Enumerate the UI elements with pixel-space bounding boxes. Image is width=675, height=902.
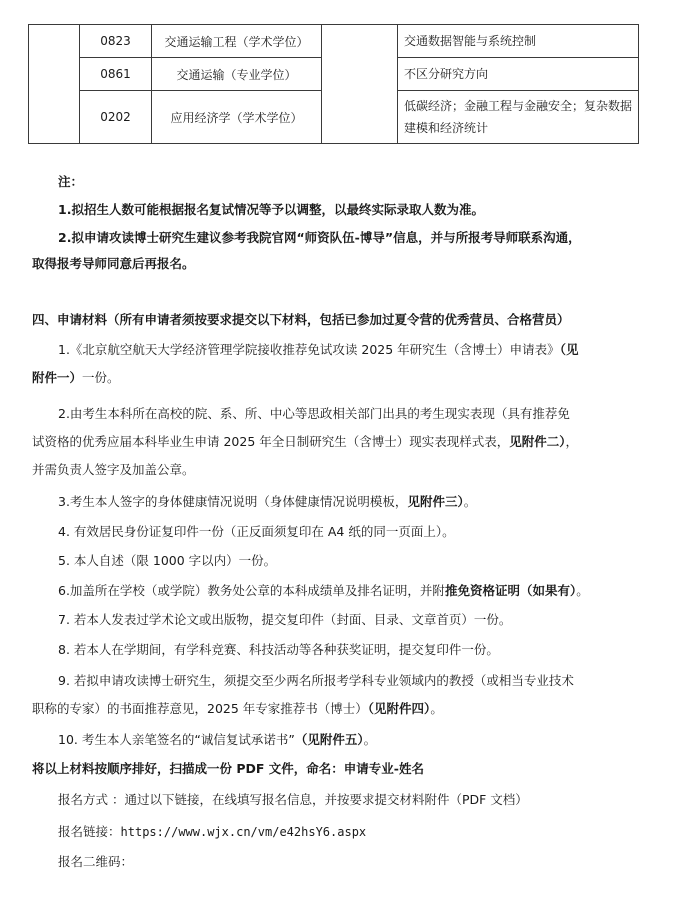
- research-direction: 低碳经济；金融工程与金融安全；复杂数据建模和经济统计: [398, 91, 639, 144]
- registration-link-label: 报名链接：: [58, 824, 121, 839]
- table-cell-empty: [322, 25, 398, 144]
- program-code: 0202: [80, 91, 152, 144]
- item-3-text: 3.考生本人签字的身体健康情况说明（身体健康情况说明模板，: [58, 494, 408, 509]
- program-name: 应用经济学（学术学位）: [152, 91, 322, 144]
- item-6-text: 6.加盖所在学校（或学院）教务处公章的本科成绩单及排名证明，并附: [58, 583, 445, 598]
- registration-link-row: [58, 822, 366, 840]
- program-name: 交通运输工程（学术学位）: [152, 25, 322, 58]
- item-9-punct: 。: [430, 701, 443, 716]
- item-6-punct: 。: [576, 583, 589, 598]
- item-9-line-1: 9. 若拟申请攻读博士研究生，须提交至少两名所报考学科专业领域内的教授（或相当专业技术: [58, 673, 574, 688]
- item-10: [58, 730, 376, 748]
- item-10-text: 10. 考生本人亲笔签名的“诚信复试承诺书”: [58, 732, 295, 747]
- note-2-line-2: 取得报考导师同意后再报名。: [32, 256, 195, 271]
- item-2-punct: ，: [565, 434, 579, 449]
- item-7: 7. 若本人发表过学术论文或出版物，提交复印件（封面、目录、文章首页）一份。: [58, 612, 512, 627]
- item-9-text: 职称的专家）的书面推荐意见，2025 年专家推荐书（博士）: [32, 701, 368, 716]
- research-direction: 交通数据智能与系统控制: [398, 25, 639, 58]
- item-1-text-end: 一份。: [82, 370, 120, 385]
- item-1-attach-ref-cont: 附件一）: [32, 370, 83, 385]
- item-9-attach-ref: （见附件四）: [367, 701, 431, 716]
- item-8: 8. 若本人在学期间，有学科竞赛、科技活动等各种获奖证明，提交复印件一份。: [58, 642, 499, 657]
- item-2-line-3: 并需负责人签字及加盖公章。: [32, 462, 195, 477]
- research-direction: 不区分研究方向: [398, 58, 639, 91]
- item-2-line-2: [32, 432, 578, 450]
- registration-method: 报名方式 ：通过以下链接，在线填写报名信息，并按要求提交材料附件（PDF 文档）: [58, 792, 528, 807]
- item-1-attach-ref: （见: [559, 342, 579, 357]
- note-1: 1.拟招生人数可能根据报名复试情况等予以调整，以最终实际录取人数为准。: [58, 202, 484, 217]
- program-code: 0823: [80, 25, 152, 58]
- packaging-instruction: 将以上材料按顺序排好，扫描成一份 PDF 文件，命名：申请专业-姓名: [32, 761, 424, 776]
- item-5: 5. 本人自述（限 1000 字以内）一份。: [58, 553, 277, 568]
- note-2-line-1: 2.拟申请攻读博士研究生建议参考我院官网“师资队伍-博导”信息，并与所报考导师联系沟通，: [58, 230, 581, 245]
- item-3-punct: 。: [463, 494, 477, 509]
- item-10-punct: 。: [363, 732, 377, 747]
- item-10-attach-ref: （见附件五）: [294, 732, 364, 747]
- item-4: 4. 有效居民身份证复印件一份（正反面须复印在 A4 纸的同一页面上）。: [58, 524, 455, 539]
- item-2-line-1: 2.由考生本科所在高校的院、系、所、中心等思政相关部门出具的考生现实表现（具有推荐免: [58, 406, 570, 421]
- item-1-line-1: [58, 340, 578, 358]
- item-1-text: 1.《北京航空航天大学经济管理学院接收推荐免试攻读 2025 年研究生（含博士）申请表》: [58, 342, 560, 357]
- notes-label: 注：: [58, 174, 84, 189]
- item-2-attach-ref: 见附件二）: [509, 434, 566, 449]
- item-2-text: 试资格的优秀应届本科毕业生申请 2025 年全日制研究生（含博士）现实表现样式表，: [32, 434, 510, 449]
- item-9-line-2: [32, 699, 443, 717]
- item-6-bold: 推免资格证明（如果有）: [444, 583, 577, 598]
- program-code: 0861: [80, 58, 152, 91]
- item-6: [58, 581, 589, 599]
- item-3: [58, 492, 476, 510]
- registration-qr-label: 报名二维码：: [58, 854, 134, 869]
- item-1-line-2: [32, 368, 120, 386]
- section-heading: 四、申请材料（所有申请者须按要求提交以下材料，包括已参加过夏令营的优秀营员、合格营员）: [32, 312, 570, 327]
- table-row: [29, 25, 639, 58]
- table-cell-empty: [29, 25, 80, 144]
- program-table: [28, 24, 639, 144]
- item-3-attach-ref: 见附件三）: [407, 494, 464, 509]
- program-name: 交通运输（专业学位）: [152, 58, 322, 91]
- registration-link[interactable]: https://www.wjx.cn/vm/e42hsY6.aspx: [120, 825, 367, 839]
